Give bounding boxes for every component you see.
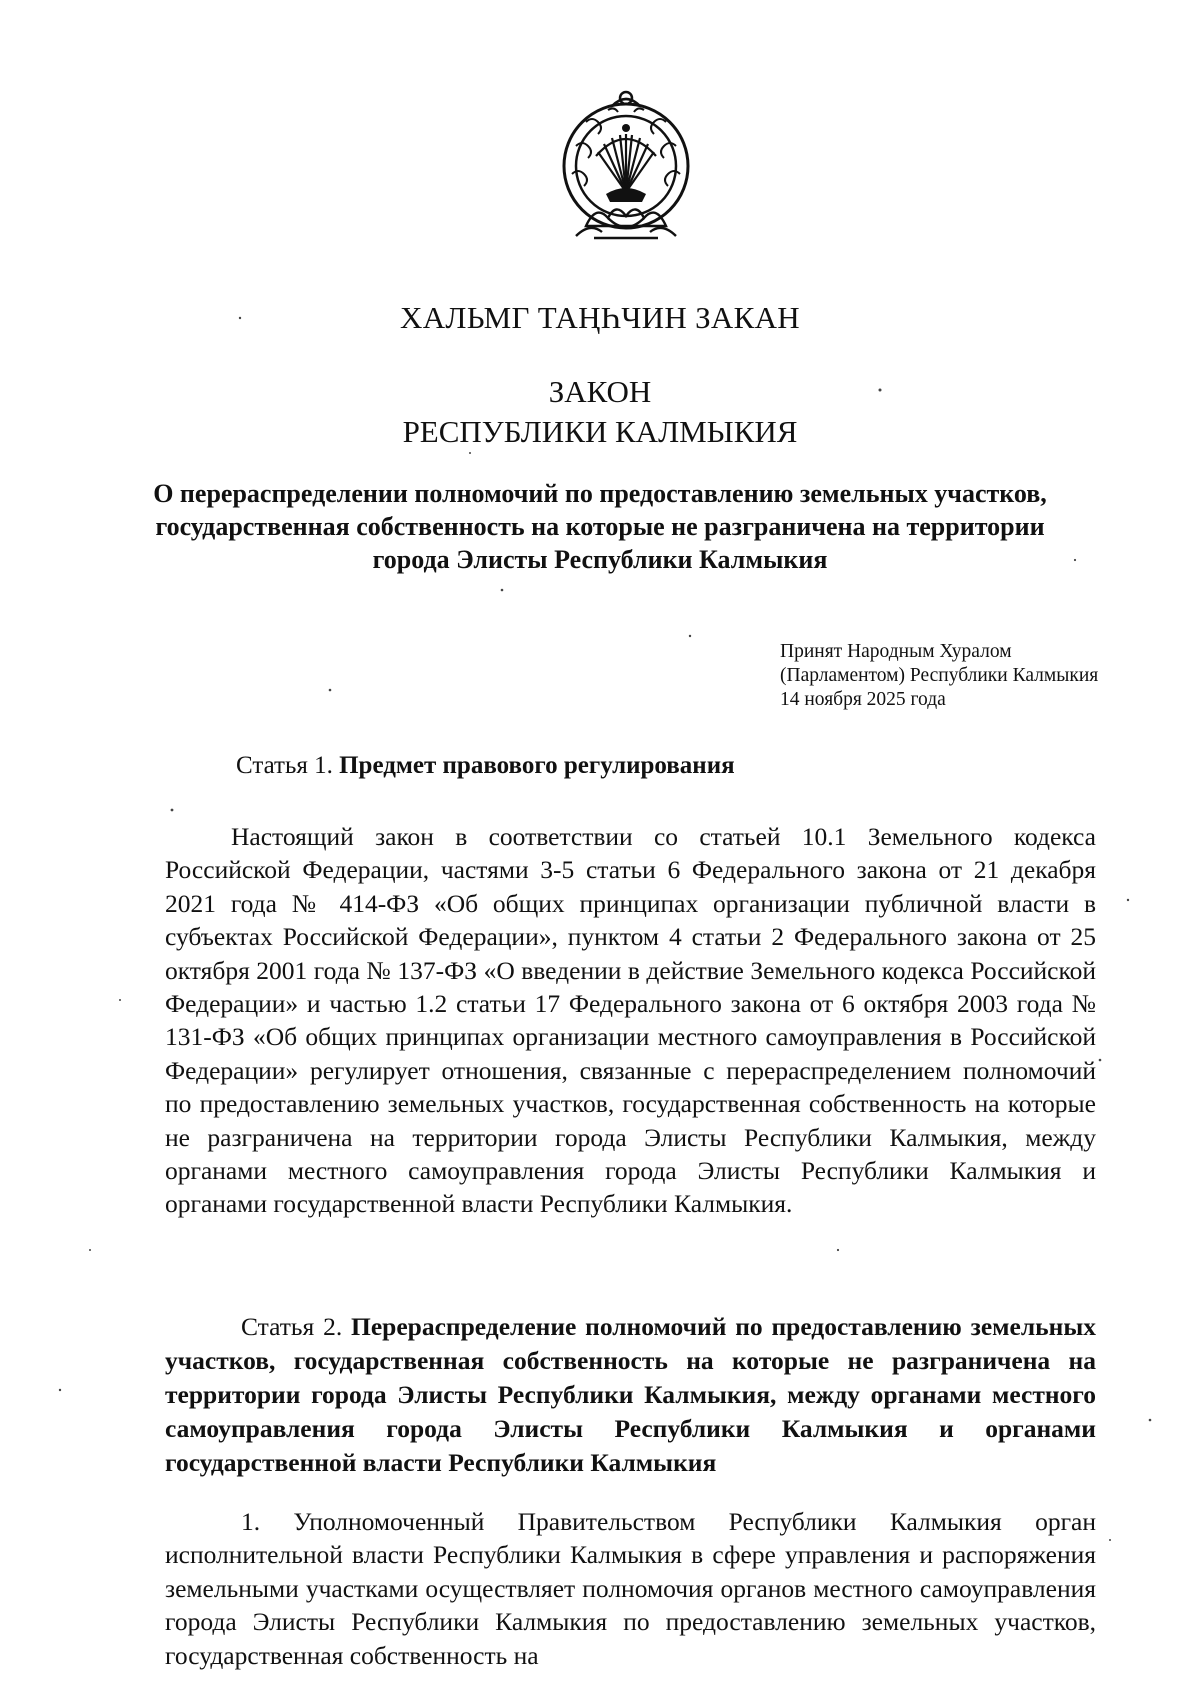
article-1-text: Настоящий закон в соответствии со статьей 10.1 Земельного кодекса Российской Федерации, частями 3-5 статьи 6 Федерального закона от 21 декабря 2021 года № 414-ФЗ «Об общих принципах организации публичной власти в субъектах Российской Федерации», пунктом 4 статьи 2 Федерального закона от 25 октября 2001 года № 137-ФЗ «О введении в действие Земельного кодекса Российской Федерации» и частью 1.2 статьи 17 Федерального закона от 6 октября 2003 года № 131-ФЗ «Об общих принципах организации местного самоуправления в Российской Федерации» регулирует отношения, связанные с перераспределением полномочий по предоставлению земельных участков, государственная собственность на которые не разграничена на территории города Элисты Республики Калмыкия, между органами местного самоуправления города Элисты Республики Калмыкия и органами государственной власти Республики Калмыкия. [165, 822, 1096, 1219]
article-2-title: Перераспределение полномочий по предоставлению земельных участков, государственная собственность на которые не разграничена на территории города Элисты Республики Калмыкия, между органами местного самоуправления города Элисты Республики Калмыкия и органами государственной власти Республики Калмыкия [165, 1312, 1096, 1477]
article-2-text: 1. Уполномоченный Правительством Республики Калмыкия орган исполнительной власти Республики Калмыкия в сфере управления и распоряжения земельными участками осуществляет полномочия органов местного самоуправления города Элисты Республики Калмыкия по предоставлению земельных участков, государственная собственность на [165, 1507, 1096, 1670]
adoption-line2: (Парламентом) Республики Калмыкия [780, 665, 1099, 686]
adoption-line1: Принят Народным Хуралом [780, 641, 1012, 662]
kalmykia-coat-of-arms-icon [546, 86, 706, 252]
law-subject-text: О перераспределении полномочий по предоставлению земельных участков, государственная собственность на которые не разграничена на территории города Элисты Республики Калмыкия [153, 479, 1047, 574]
adoption-date: 14 ноября 2025 года [780, 689, 946, 710]
article-2-heading [165, 1310, 1096, 1480]
kalmyk-law-title: ХАЛЬМГ ТАҢҺЧИН ЗАКАН [400, 300, 800, 335]
adoption-note [780, 640, 1098, 712]
law-title-block [0, 372, 1200, 452]
law-subject [0, 477, 1200, 576]
article-1-title: Предмет правового регулирования [339, 752, 735, 779]
article-1-heading [236, 749, 735, 783]
article-1-label: Статья 1. [236, 752, 333, 779]
law-title-line2: РЕСПУБЛИКИ КАЛМЫКИЯ [402, 414, 798, 449]
law-title-line1: ЗАКОН [548, 374, 652, 409]
article-2-label: Статья 2. [241, 1312, 343, 1341]
